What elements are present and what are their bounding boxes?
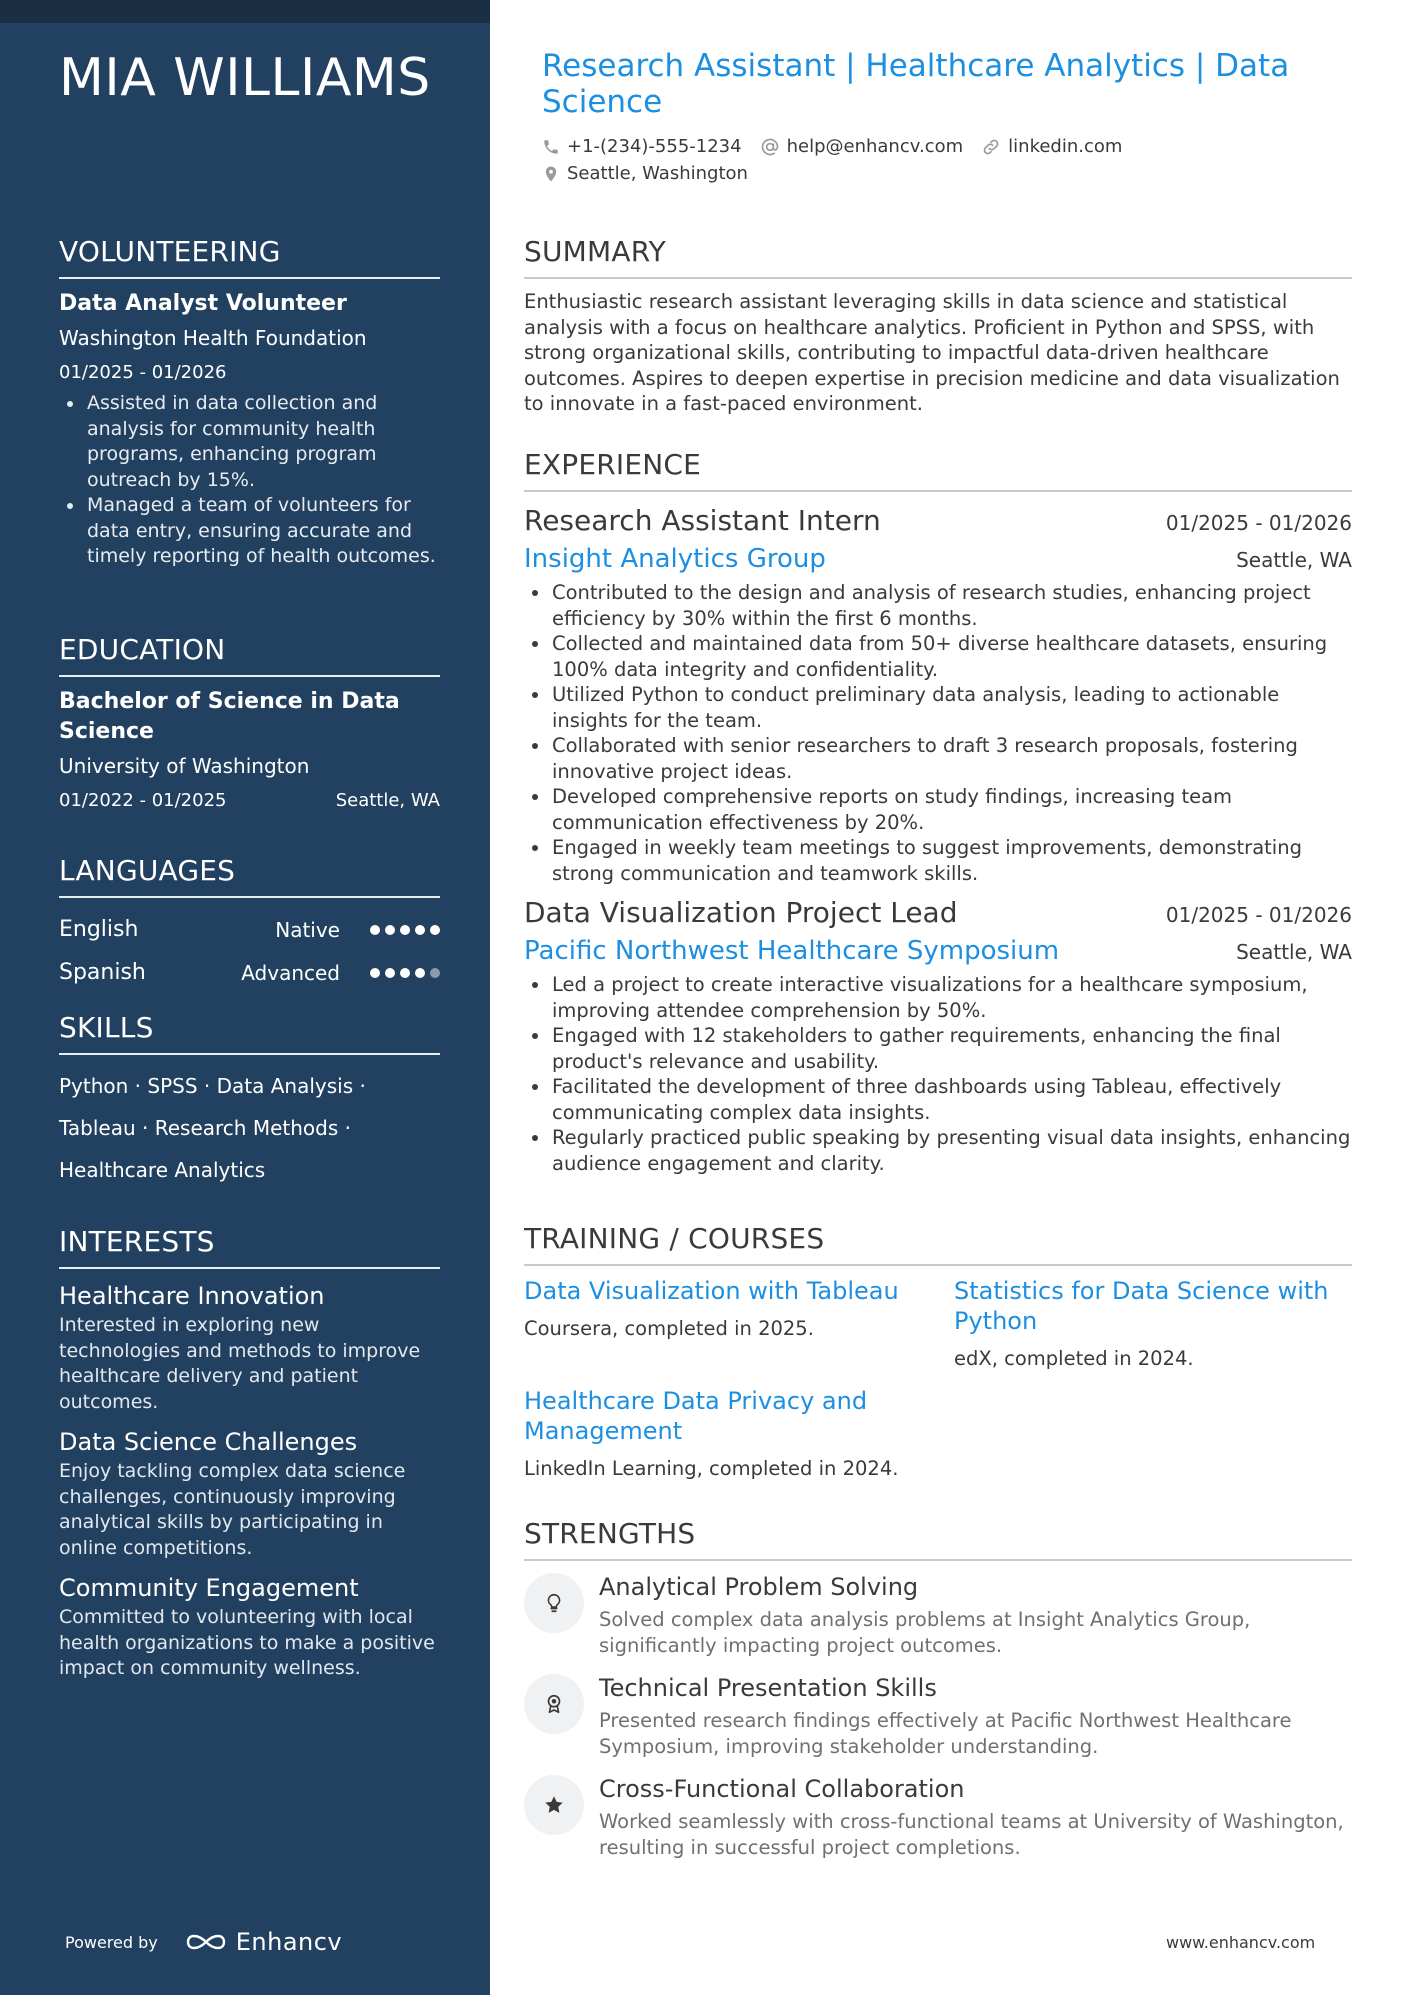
list-item: Assisted in data collection and analysis for community health programs, enhancing program outreach by 15%. — [59, 391, 440, 493]
volunteer-role: Data Analyst Volunteer — [59, 291, 347, 316]
skills-section — [59, 1011, 440, 1191]
education-section — [59, 633, 440, 813]
strengths-heading: STRENGTHS — [524, 1517, 1352, 1561]
list-item: Led a project to create interactive visualizations for a healthcare symposium, improving attendee comprehension by 50%. — [524, 972, 1352, 1023]
strength-title: Cross-Functional Collaboration — [599, 1775, 965, 1803]
candidate-name: MIA WILLIAMS — [59, 48, 431, 108]
experience-heading: EXPERIENCE — [524, 448, 1352, 492]
language-level: Native — [275, 917, 340, 942]
education-degree: Bachelor of Science in Data Science — [59, 689, 400, 744]
experience-header — [524, 894, 1352, 932]
strength-title: Technical Presentation Skills — [599, 1674, 937, 1702]
linkedin-text: linkedin.com — [1008, 136, 1123, 157]
enhancv-logo-icon — [184, 1930, 228, 1954]
language-name: English — [59, 917, 139, 942]
strength-icon-circle — [524, 1775, 584, 1835]
course-item — [954, 1276, 1352, 1372]
headline: Research Assistant | Healthcare Analytics | Data Science — [542, 48, 1290, 120]
language-level: Advanced — [241, 960, 340, 985]
course-name: Statistics for Data Science with Python — [954, 1277, 1329, 1335]
strength-description: Presented research findings effectively at Pacific Northwest Healthcare Symposium, improving stakeholder understanding. — [599, 1709, 1292, 1758]
skills-line: Healthcare Analytics — [59, 1158, 266, 1182]
rating-dot — [430, 925, 440, 935]
list-item: Regularly practiced public speaking by presenting visual data insights, enhancing audience engagement and clarity. — [524, 1125, 1352, 1176]
powered-by-label: Powered by — [65, 1932, 158, 1952]
job-bullets — [524, 972, 1352, 1176]
contact-phone[interactable] — [542, 136, 742, 157]
language-row — [59, 951, 440, 994]
interest-title: Community Engagement — [59, 1574, 359, 1602]
volunteer-bullets — [59, 391, 440, 570]
interest-title: Healthcare Innovation — [59, 1282, 325, 1310]
footer-url[interactable]: www.enhancv.com — [1166, 1933, 1316, 1952]
list-item: Collaborated with senior researchers to draft 3 research proposals, fostering innovative project ideas. — [524, 733, 1352, 784]
rating-dot — [415, 925, 425, 935]
skills-line: Python · SPSS · Data Analysis · — [59, 1074, 366, 1098]
link-icon — [981, 137, 1001, 157]
contact-row-2 — [542, 163, 748, 184]
volunteering-heading: VOLUNTEERING — [59, 235, 440, 279]
strength-body — [599, 1773, 1352, 1860]
experience-item — [524, 894, 1352, 1176]
contact-linkedin[interactable] — [981, 136, 1122, 157]
interest-description: Committed to volunteering with local health organizations to make a positive impact on community wellness. — [59, 1606, 435, 1679]
job-location: Seattle, WA — [1236, 940, 1352, 964]
education-heading: EDUCATION — [59, 633, 440, 677]
language-row — [59, 908, 440, 951]
strength-icon-circle — [524, 1573, 584, 1633]
email-text: help@enhancv.com — [786, 136, 964, 157]
at-icon — [760, 137, 780, 157]
list-item: Utilized Python to conduct preliminary data analysis, leading to actionable insights for the team. — [524, 682, 1352, 733]
interests-section — [59, 1225, 440, 1692]
education-location: Seattle, WA — [335, 790, 440, 811]
language-rating — [370, 968, 440, 978]
strengths-section — [524, 1517, 1352, 1874]
list-item: Contributed to the design and analysis of research studies, enhancing project efficiency by 30% within the first 6 months. — [524, 580, 1352, 631]
strength-item — [524, 1672, 1352, 1759]
summary-heading: SUMMARY — [524, 235, 1352, 279]
languages-heading: LANGUAGES — [59, 854, 440, 898]
strength-title: Analytical Problem Solving — [599, 1573, 919, 1601]
rating-dot — [400, 968, 410, 978]
job-title: Data Visualization Project Lead — [524, 896, 958, 929]
interests-heading: INTERESTS — [59, 1225, 440, 1269]
summary-section — [524, 235, 1352, 417]
job-title: Research Assistant Intern — [524, 504, 881, 537]
language-name: Spanish — [59, 960, 146, 985]
course-name: Healthcare Data Privacy and Management — [524, 1387, 868, 1445]
location-text: Seattle, Washington — [567, 163, 748, 184]
summary-text: Enthusiastic research assistant leveraging skills in data science and statistical analysis with a focus on healthcare analytics. Proficient in Python and SPSS, with strong organizational skills, contributing to impactful data-driven healthcare outcomes. Aspires to deepen expertise in precision medicine and data visualization to innovate in a fast-paced environment. — [524, 290, 1340, 415]
rating-dot — [370, 925, 380, 935]
volunteer-org: Washington Health Foundation — [59, 326, 367, 350]
language-rating — [370, 925, 440, 935]
training-heading: TRAINING / COURSES — [524, 1222, 1352, 1266]
experience-org-row — [524, 542, 1352, 576]
skills-line: Tableau · Research Methods · — [59, 1116, 351, 1140]
job-dates: 01/2025 - 01/2026 — [1165, 903, 1352, 927]
list-item: Engaged with 12 stakeholders to gather requirements, enhancing the final product's relevance and usability. — [524, 1023, 1352, 1074]
strength-item — [524, 1773, 1352, 1860]
education-dates-row — [59, 789, 440, 813]
rating-dot — [415, 968, 425, 978]
job-company: Insight Analytics Group — [524, 544, 826, 574]
powered-by — [65, 1928, 342, 1956]
volunteer-dates: 01/2025 - 01/2026 — [59, 362, 227, 383]
strength-body — [599, 1672, 1352, 1759]
enhancv-brand: Enhancv — [235, 1928, 343, 1956]
course-item — [524, 1276, 954, 1372]
award-icon — [543, 1693, 565, 1715]
languages-section — [59, 854, 440, 994]
sidebar — [0, 0, 490, 1995]
course-grid — [524, 1276, 1352, 1482]
volunteer-dates-row — [59, 361, 440, 385]
education-school: University of Washington — [59, 754, 310, 778]
phone-text: +1-(234)-555-1234 — [567, 136, 742, 157]
strength-description: Worked seamlessly with cross-functional teams at University of Washington, resulting in successful project completions. — [599, 1810, 1344, 1859]
course-provider: LinkedIn Learning, completed in 2024. — [524, 1457, 899, 1480]
location-pin-icon — [542, 164, 560, 184]
job-bullets — [524, 580, 1352, 886]
strength-body — [599, 1571, 1352, 1658]
rating-dot — [430, 968, 440, 978]
rating-dot — [385, 968, 395, 978]
education-dates: 01/2022 - 01/2025 — [59, 790, 227, 811]
course-provider: edX, completed in 2024. — [954, 1347, 1194, 1370]
job-location: Seattle, WA — [1236, 548, 1352, 572]
experience-item — [524, 502, 1352, 886]
experience-header — [524, 502, 1352, 540]
contact-row — [542, 136, 1122, 157]
interest-title: Data Science Challenges — [59, 1428, 358, 1456]
job-company: Pacific Northwest Healthcare Symposium — [524, 936, 1060, 966]
contact-email[interactable] — [760, 136, 964, 157]
skills-heading: SKILLS — [59, 1011, 440, 1055]
course-item — [524, 1386, 954, 1482]
star-icon — [543, 1794, 565, 1816]
job-dates: 01/2025 - 01/2026 — [1165, 511, 1352, 535]
sidebar-top-bar — [0, 0, 490, 23]
list-item: Collected and maintained data from 50+ diverse healthcare datasets, ensuring 100% data integrity and confidentiality. — [524, 631, 1352, 682]
course-provider: Coursera, completed in 2025. — [524, 1317, 814, 1340]
lightbulb-icon — [543, 1592, 565, 1614]
interest-description: Interested in exploring new technologies and methods to improve healthcare delivery and patient outcomes. — [59, 1314, 421, 1413]
interest-description: Enjoy tackling complex data science challenges, continuously improving analytical skills by participating in online competitions. — [59, 1460, 406, 1559]
phone-icon — [542, 138, 560, 156]
list-item: Engaged in weekly team meetings to suggest improvements, demonstrating strong communication and teamwork skills. — [524, 835, 1352, 886]
list-item: Facilitated the development of three dashboards using Tableau, effectively communicating complex data insights. — [524, 1074, 1352, 1125]
rating-dot — [400, 925, 410, 935]
experience-org-row — [524, 934, 1352, 968]
enhancv-logo[interactable] — [184, 1928, 342, 1956]
list-item: Developed comprehensive reports on study findings, increasing team communication effectiveness by 20%. — [524, 784, 1352, 835]
strength-item — [524, 1571, 1352, 1658]
strength-description: Solved complex data analysis problems at Insight Analytics Group, significantly impacting project outcomes. — [599, 1608, 1251, 1657]
course-name: Data Visualization with Tableau — [524, 1277, 899, 1305]
list-item: Managed a team of volunteers for data entry, ensuring accurate and timely reporting of health outcomes. — [59, 493, 440, 570]
strength-icon-circle — [524, 1674, 584, 1734]
training-section — [524, 1222, 1352, 1482]
rating-dot — [370, 968, 380, 978]
experience-section — [524, 448, 1352, 1176]
contact-location — [542, 163, 748, 184]
volunteering-section — [59, 235, 440, 570]
rating-dot — [385, 925, 395, 935]
